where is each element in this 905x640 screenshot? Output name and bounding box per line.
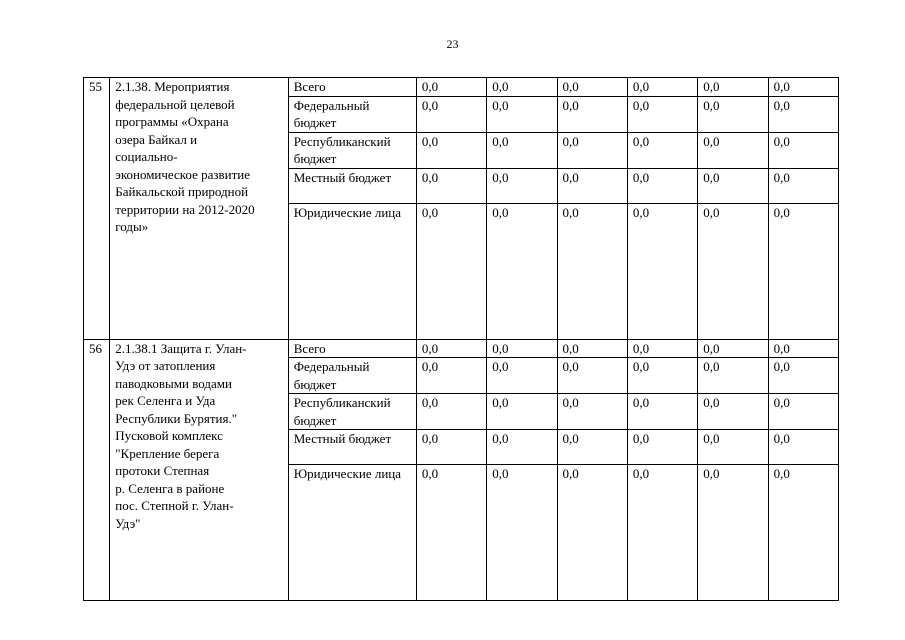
amount-cell: 0,0 xyxy=(698,132,768,168)
amount-cell: 0,0 xyxy=(557,339,627,358)
amount-cell: 0,0 xyxy=(627,339,697,358)
amount-cell: 0,0 xyxy=(768,132,838,168)
amount-cell: 0,0 xyxy=(627,132,697,168)
amount-cell: 0,0 xyxy=(557,394,627,430)
amount-cell: 0,0 xyxy=(698,465,768,601)
amount-cell: 0,0 xyxy=(487,96,557,132)
amount-cell: 0,0 xyxy=(416,96,486,132)
amount-cell: 0,0 xyxy=(768,358,838,394)
funding-source: Всего xyxy=(288,78,416,97)
funding-source: Юридические лица xyxy=(288,465,416,601)
amount-cell: 0,0 xyxy=(416,132,486,168)
amount-cell: 0,0 xyxy=(557,203,627,339)
amount-cell: 0,0 xyxy=(487,430,557,465)
amount-cell: 0,0 xyxy=(416,358,486,394)
amount-cell: 0,0 xyxy=(698,358,768,394)
amount-cell: 0,0 xyxy=(768,394,838,430)
table-body xyxy=(84,78,839,601)
amount-cell: 0,0 xyxy=(487,168,557,203)
activity-name-cell xyxy=(110,78,289,340)
amount-cell: 0,0 xyxy=(557,168,627,203)
amount-cell: 0,0 xyxy=(768,78,838,97)
amount-cell: 0,0 xyxy=(698,394,768,430)
activity-name-cell xyxy=(110,339,289,601)
amount-cell: 0,0 xyxy=(487,78,557,97)
amount-cell: 0,0 xyxy=(698,168,768,203)
amount-cell: 0,0 xyxy=(698,78,768,97)
amount-cell: 0,0 xyxy=(557,465,627,601)
table-row xyxy=(84,78,839,97)
funding-source: Федеральный бюджет xyxy=(288,96,416,132)
amount-cell: 0,0 xyxy=(627,430,697,465)
amount-cell: 0,0 xyxy=(557,358,627,394)
amount-cell: 0,0 xyxy=(627,465,697,601)
amount-cell: 0,0 xyxy=(557,96,627,132)
amount-cell: 0,0 xyxy=(698,96,768,132)
amount-cell: 0,0 xyxy=(557,132,627,168)
amount-cell: 0,0 xyxy=(416,430,486,465)
row-number: 55 xyxy=(84,78,110,340)
funding-source: Республиканский бюджет xyxy=(288,132,416,168)
row-number: 56 xyxy=(84,339,110,601)
amount-cell: 0,0 xyxy=(698,339,768,358)
amount-cell: 0,0 xyxy=(627,203,697,339)
amount-cell: 0,0 xyxy=(487,339,557,358)
funding-source: Федеральный бюджет xyxy=(288,358,416,394)
funding-source: Юридические лица xyxy=(288,203,416,339)
amount-cell: 0,0 xyxy=(487,203,557,339)
amount-cell: 0,0 xyxy=(487,358,557,394)
amount-cell: 0,0 xyxy=(627,96,697,132)
page-number: 23 xyxy=(446,37,459,51)
amount-cell: 0,0 xyxy=(698,203,768,339)
amount-cell: 0,0 xyxy=(627,358,697,394)
activity-name: 2.1.38.1 Защита г. Улан- Удэ от затопления паводковыми водами рек Селенга и Уда Республики Бурятия." Пусковой комплекс "Крепление берега протоки Степная р. Селенга в районе пос. Степной г. Улан- Удэ" xyxy=(115,340,247,531)
amount-cell: 0,0 xyxy=(487,394,557,430)
table-row xyxy=(84,339,839,358)
amount-cell: 0,0 xyxy=(416,203,486,339)
amount-cell: 0,0 xyxy=(416,465,486,601)
funding-source: Местный бюджет xyxy=(288,430,416,465)
amount-cell: 0,0 xyxy=(627,78,697,97)
amount-cell: 0,0 xyxy=(557,78,627,97)
amount-cell: 0,0 xyxy=(627,394,697,430)
amount-cell: 0,0 xyxy=(768,168,838,203)
amount-cell: 0,0 xyxy=(416,394,486,430)
funding-source: Республиканский бюджет xyxy=(288,394,416,430)
amount-cell: 0,0 xyxy=(416,168,486,203)
amount-cell: 0,0 xyxy=(768,96,838,132)
amount-cell: 0,0 xyxy=(768,339,838,358)
amount-cell: 0,0 xyxy=(698,430,768,465)
amount-cell: 0,0 xyxy=(627,168,697,203)
activity-name: 2.1.38. Мероприятия федеральной целевой программы «Охрана озера Байкал и социально- экономическое развитие Байкальской природной территории на 2012-2020 годы» xyxy=(115,79,255,234)
funding-source: Всего xyxy=(288,339,416,358)
amount-cell: 0,0 xyxy=(768,430,838,465)
budget-table xyxy=(83,77,839,601)
amount-cell: 0,0 xyxy=(557,430,627,465)
amount-cell: 0,0 xyxy=(487,132,557,168)
amount-cell: 0,0 xyxy=(416,78,486,97)
amount-cell: 0,0 xyxy=(487,465,557,601)
funding-source: Местный бюджет xyxy=(288,168,416,203)
amount-cell: 0,0 xyxy=(768,203,838,339)
amount-cell: 0,0 xyxy=(416,339,486,358)
amount-cell: 0,0 xyxy=(768,465,838,601)
